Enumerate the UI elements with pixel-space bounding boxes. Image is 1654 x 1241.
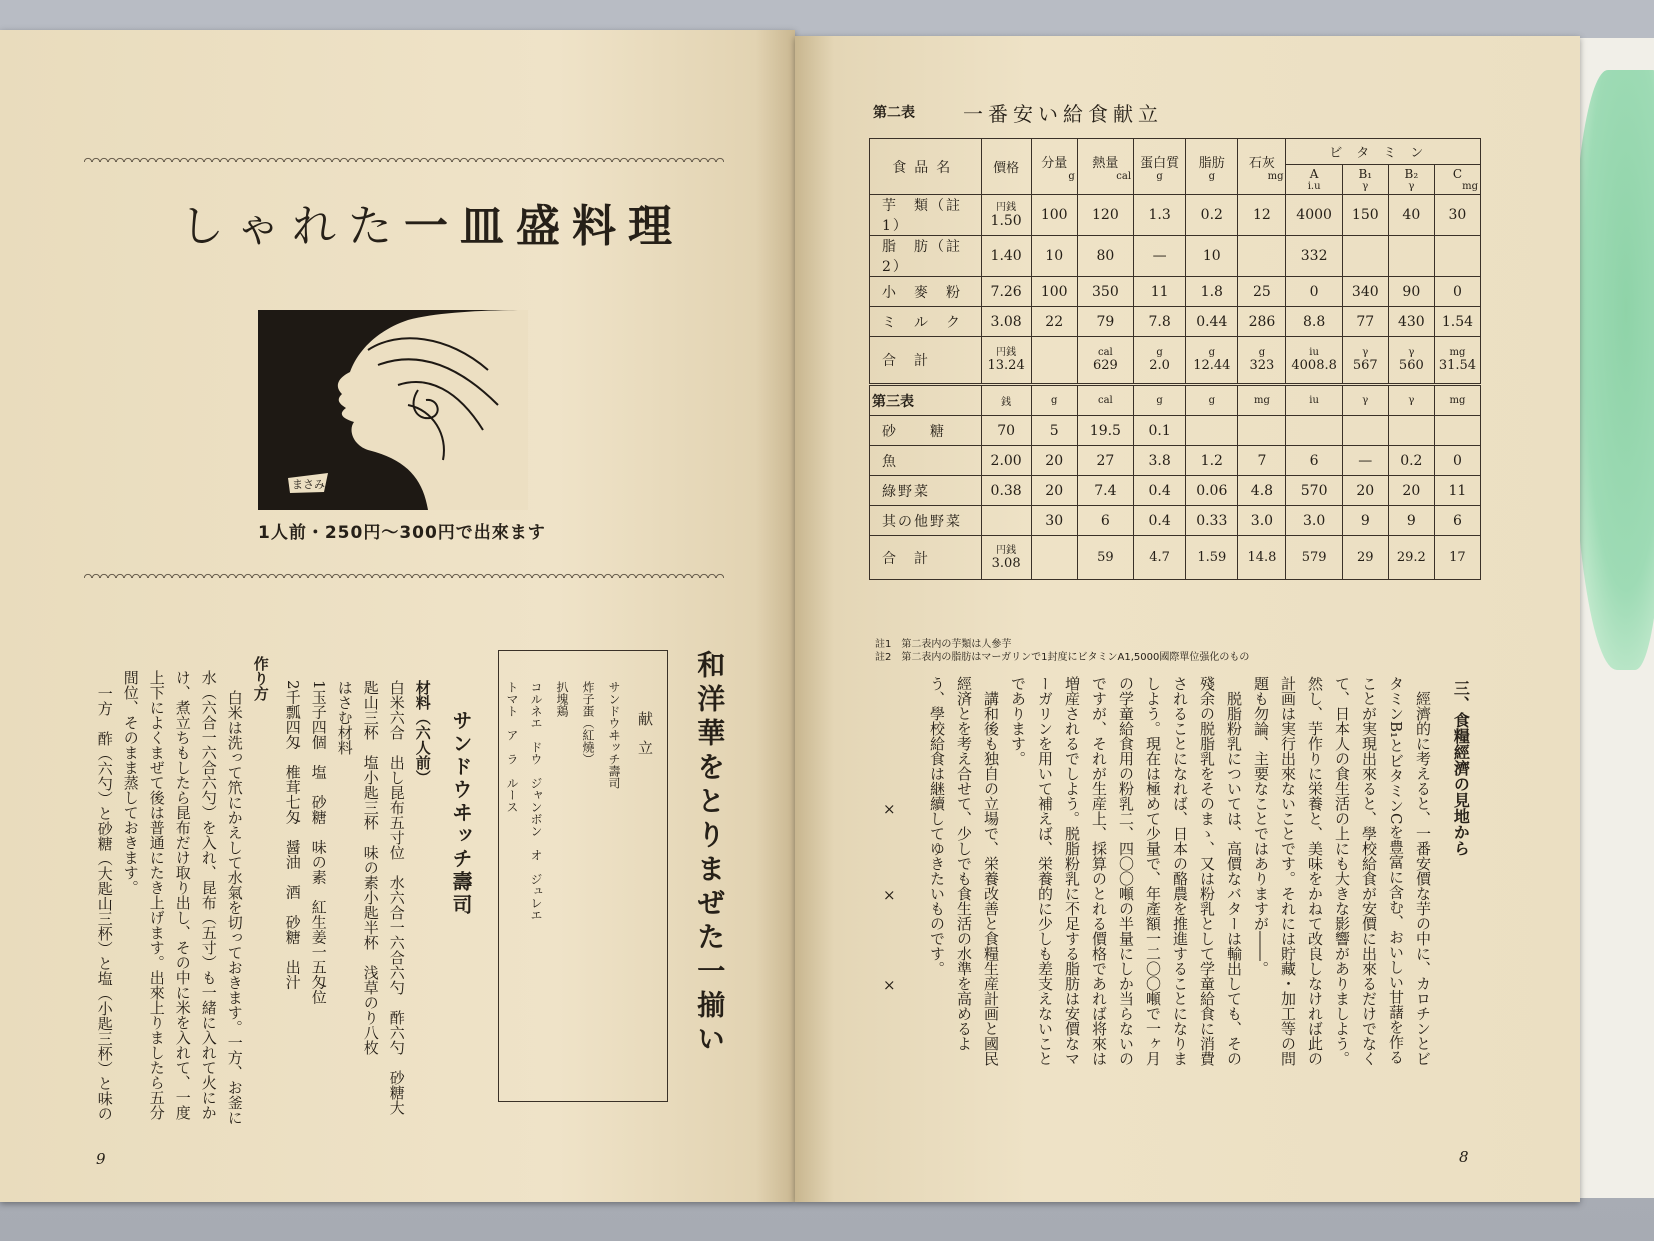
section-title: 和洋華をとりまぜた一揃い [693,650,727,1058]
value-cell: 430 [1388,307,1434,337]
dish-title [180,190,684,254]
value-cell [1031,536,1077,580]
value-cell: γ 560 [1388,337,1434,385]
value-cell: 100 [1031,195,1077,236]
essay-line: 題も勿論、主要なことではありますが――。 [1252,676,1270,976]
value-cell: 7 [1238,446,1286,476]
value-cell: 6 [1077,506,1133,536]
table-notes [875,638,1249,664]
value-cell: 286 [1238,307,1286,337]
value-cell: 4.8 [1238,476,1286,506]
essay-line: 脱脂粉乳については、高價なバターは輸出しても、その [1225,676,1243,1066]
food-name-cell: ミ ル ク [870,307,982,337]
food-name-cell: 合 計 [870,337,982,385]
essay-line: て、日本人の食生活の上にも大きな影響がありましよう。 [1333,676,1351,1066]
essay-line: 殘余の脱脂乳をそのまゝ、又は粉乳として学童給食に消費 [1198,676,1216,1066]
note-line: 註1 第二表内の芋類は人參芋 [875,639,1012,650]
unit-cell: g [1186,385,1238,416]
ingredient-line: 2千瓢四匁 椎茸七匁 醤油 酒 砂糖 出汁 [283,680,302,990]
value-cell: 150 [1342,195,1388,236]
col-vit-b2: B₂ γ [1388,165,1434,195]
green-decoration [1572,70,1654,670]
value-cell [1342,236,1388,277]
value-cell: 80 [1077,236,1133,277]
method-line: 上下によくまぜて後は普通にたき上げます。出來上りましたら五分 [147,670,166,1120]
food-name-cell: 其の他野菜 [870,506,982,536]
value-cell: 20 [1031,476,1077,506]
food-name-cell: 魚 [870,446,982,476]
value-cell: g 2.0 [1134,337,1186,385]
value-cell: 30 [1434,195,1480,236]
unit-cell: g [1134,385,1186,416]
essay-line: ことが実現出來ると、學校給食が安價に出來るだけでなく [1360,676,1378,1066]
value-cell [1186,416,1238,446]
table3-row [870,416,1481,446]
value-cell: 90 [1388,277,1434,307]
menu-item: 扒塊鶏 [555,681,569,717]
essay-line: ーガリンを用いて補えば、栄養的に少しも差支えないこと [1036,676,1054,1066]
value-cell: 20 [1388,476,1434,506]
menu-item: 炸子蛋（紅燒） [581,681,595,765]
value-cell: 1.59 [1186,536,1238,580]
value-cell: 22 [1031,307,1077,337]
col-vitamin: ビタミン [1286,139,1481,165]
menu-item: コルネエ ドウ ジャンボン オ ジュレエ [529,681,543,921]
method-line: 一方 酢（六勺）と砂糖（大匙山三杯）と塩（小匙三杯）と味の [95,686,114,1121]
value-cell: 6 [1434,506,1480,536]
essay-heading: 三、食糧經濟の見地から [1451,680,1471,856]
table3-label: 第三表 [870,385,982,416]
essay-line: 經濟的に考えると、一番安價な芋の中に、カロチンとビ [1414,676,1432,1066]
method-heading: 作り方 [251,656,270,701]
food-name-cell: 脂 肪（註2） [870,236,982,277]
value-cell: 11 [1434,476,1480,506]
method-line: 間位、そのまま蒸しておきます。 [121,670,140,895]
right-page [795,36,1580,1202]
essay-line: 計画は実行出來ないことです。それには貯藏・加工等の問 [1279,676,1297,1066]
essay-line: の学童給食用の粉乳二、四〇〇噸の半量にしか当らないの [1117,676,1135,1066]
value-cell: 100 [1031,277,1077,307]
value-cell: 4000 [1286,195,1342,236]
value-cell: 1.2 [1186,446,1238,476]
value-cell: g 323 [1238,337,1286,385]
value-cell: 40 [1388,195,1434,236]
unit-cell: γ [1388,385,1434,416]
value-cell: 円銭 1.50 [981,195,1031,236]
value-cell: 6 [1286,446,1342,476]
value-cell: 27 [1077,446,1133,476]
ingredients-heading: 材料（六人前） [413,680,432,785]
unit-cell: γ [1342,385,1388,416]
value-cell: 12 [1238,195,1286,236]
woman-profile-illustration [258,310,528,510]
col-price: 價格 [981,139,1031,195]
essay-line: であります。 [1009,676,1027,766]
value-cell: 9 [1342,506,1388,536]
table2-label: 第二表 [873,105,915,121]
value-cell: 7.4 [1077,476,1133,506]
value-cell: 2.00 [981,446,1031,476]
value-cell: g 12.44 [1186,337,1238,385]
value-cell: 0.1 [1134,416,1186,446]
col-protein: 蛋白質 g [1134,139,1186,195]
value-cell [1286,416,1342,446]
value-cell: 332 [1286,236,1342,277]
essay-line: う、學校給食は継續してゆきたいものです。 [928,676,946,976]
value-cell [1031,337,1077,385]
value-cell: 7.26 [981,277,1031,307]
value-cell: 29 [1342,536,1388,580]
nutrition-table-2 [869,138,1481,580]
col-vit-a: A i.u [1286,165,1342,195]
value-cell [981,506,1031,536]
essay-line: タミンB₁とビタミンCを豊富に含む、おいしい甘藷を作る [1387,676,1405,1065]
value-cell: 1.40 [981,236,1031,277]
value-cell: 0.2 [1388,446,1434,476]
illustration-signature: まさみ [292,478,325,491]
cross-mark: × [883,976,896,994]
value-cell: 3.8 [1134,446,1186,476]
value-cell: 9 [1388,506,1434,536]
unit-cell: g [1031,385,1077,416]
menu-item: トマト ア ラ ルース [505,681,519,813]
table2-total-row [870,337,1481,385]
value-cell: 円銭 13.24 [981,337,1031,385]
title-bold: 一皿盛料理 [404,201,684,252]
value-cell: 19.5 [1077,416,1133,446]
value-cell: 0.4 [1134,476,1186,506]
value-cell: 59 [1077,536,1133,580]
col-lime: 石灰 mg [1238,139,1286,195]
value-cell: 29.2 [1388,536,1434,580]
unit-cell: 銭 [981,385,1031,416]
col-cal: 熱量 cal [1077,139,1133,195]
note-line: 註2 第二表内の脂肪はマーガリンで1封度にビタミンA1,5000國際單位强化のもの [875,652,1250,663]
value-cell: 0.44 [1186,307,1238,337]
unit-cell: cal [1077,385,1133,416]
value-cell: 0 [1286,277,1342,307]
value-cell [1238,416,1286,446]
table3-row [870,506,1481,536]
essay-body [915,676,1435,1096]
ingredient-line: 匙山三杯 塩小匙三杯 味の素小匙半杯 浅草のり八枚 [361,680,380,1055]
cross-mark: × [883,886,896,904]
table3-total-row [870,536,1481,580]
value-cell: 0 [1434,446,1480,476]
value-cell [1238,236,1286,277]
value-cell: 20 [1342,476,1388,506]
essay-line: 然し、芋作りに栄養と、美味をかねて改良しなければ此の [1306,676,1324,1066]
page-number-right: 8 [1459,1148,1469,1166]
value-cell: γ 567 [1342,337,1388,385]
value-cell: 円銭 3.08 [981,536,1031,580]
value-cell: iu 4008.8 [1286,337,1342,385]
value-cell: 20 [1031,446,1077,476]
table2-body [870,195,1481,580]
value-cell: 340 [1342,277,1388,307]
table2-row [870,277,1481,307]
value-cell: 0.2 [1186,195,1238,236]
table2-row [870,236,1481,277]
price-note: 1人前・250円～300円で出來ます [258,523,546,543]
wavy-rule-bottom [84,570,724,578]
value-cell: 570 [1286,476,1342,506]
left-page [0,30,795,1202]
value-cell: 7.8 [1134,307,1186,337]
value-cell: mg 31.54 [1434,337,1480,385]
value-cell: 70 [981,416,1031,446]
value-cell [1434,416,1480,446]
value-cell: 0.06 [1186,476,1238,506]
cross-mark: × [883,800,896,818]
food-name-cell: 芋 類（註1） [870,195,982,236]
col-qty: 分量 g [1031,139,1077,195]
col-fat: 脂肪 g [1186,139,1238,195]
method-line: 白米は洗って笊にかえして水氣を切っておきます。一方、お釜に [225,690,244,1125]
value-cell: 0 [1434,277,1480,307]
food-name-cell: 小 麥 粉 [870,277,982,307]
value-cell: 25 [1238,277,1286,307]
essay-line: 講和後も独自の立場で、栄養改善と食糧生産計画と國民 [982,676,1000,1066]
value-cell: 8.8 [1286,307,1342,337]
ingredient-line: 1玉子四個 塩 砂糖 味の素 紅生姜一五匁位 [309,680,328,1005]
value-cell [1434,236,1480,277]
table2-row [870,307,1481,337]
value-cell: 1.3 [1134,195,1186,236]
value-cell: 10 [1186,236,1238,277]
method-line: け、煮立ちもしたら昆布だけ取り出し、その中に米を入れて、一度 [173,670,192,1120]
table3-row [870,476,1481,506]
ingredient-line: はさむ材料 [335,680,354,755]
unit-cell: iu [1286,385,1342,416]
unit-cell: mg [1434,385,1480,416]
table2-row [870,195,1481,236]
ingredient-line: 白米六合 出し昆布五寸位 水六合一六合六勺 酢六勺 砂糖大 [387,680,406,1115]
value-cell: 79 [1077,307,1133,337]
value-cell: 14.8 [1238,536,1286,580]
value-cell: 1.8 [1186,277,1238,307]
food-name-cell: 砂 糖 [870,416,982,446]
table3-unit-row [870,385,1481,416]
method-line: 水（六合一六合六勺）を入れ、昆布（五寸）も一緒に入れて火にか [199,670,218,1120]
value-cell: 0.33 [1186,506,1238,536]
essay-line: されることになれば、日本の酪農を推進することになりま [1171,676,1189,1066]
unit-cell: mg [1238,385,1286,416]
value-cell: 10 [1031,236,1077,277]
value-cell: 3.0 [1238,506,1286,536]
recipe-title: サンドウヰッチ壽司 [449,710,473,917]
value-cell: 120 [1077,195,1133,236]
food-name-cell: 綠野菜 [870,476,982,506]
col-vit-b1: B₁ γ [1342,165,1388,195]
value-cell: 17 [1434,536,1480,580]
page-number-left: 9 [96,1150,106,1168]
col-vit-c: C mg [1434,165,1480,195]
menu-box [498,650,668,1102]
essay-line: しよう。現在は極めて少量で、年產額一二〇〇噸で一ヶ月 [1144,676,1162,1066]
value-cell: — [1342,446,1388,476]
value-cell: 0.38 [981,476,1031,506]
value-cell [1388,236,1434,277]
value-cell: 30 [1031,506,1077,536]
col-name: 食品名 [870,139,982,195]
value-cell: 5 [1031,416,1077,446]
essay-line: 經済とを考え合せて、少しでも食生活の水準を高めるよ [955,676,973,1051]
value-cell [1342,416,1388,446]
value-cell: 579 [1286,536,1342,580]
value-cell: 4.7 [1134,536,1186,580]
menu-item: サンドウヰッチ壽司 [607,681,621,789]
value-cell: 3.0 [1286,506,1342,536]
menu-heading: 献立 [636,711,654,769]
table2-title: 一番安い給食献立 [963,102,1163,126]
value-cell: 1.54 [1434,307,1480,337]
essay-line: 増産されるでしよう。脱脂粉乳に不足する脂肪は安價なマ [1063,676,1081,1066]
wavy-rule-top [84,154,724,162]
value-cell: cal 629 [1077,337,1133,385]
value-cell: 350 [1077,277,1133,307]
value-cell: 0.4 [1134,506,1186,536]
food-name-cell: 合 計 [870,536,982,580]
value-cell: 11 [1134,277,1186,307]
value-cell: — [1134,236,1186,277]
value-cell [1388,416,1434,446]
value-cell: 77 [1342,307,1388,337]
value-cell: 3.08 [981,307,1031,337]
table3-row [870,446,1481,476]
essay-line: ですが、それが生産上、採算のとれる價格であれば将來は [1090,676,1108,1066]
title-light: しゃれた [180,201,404,252]
